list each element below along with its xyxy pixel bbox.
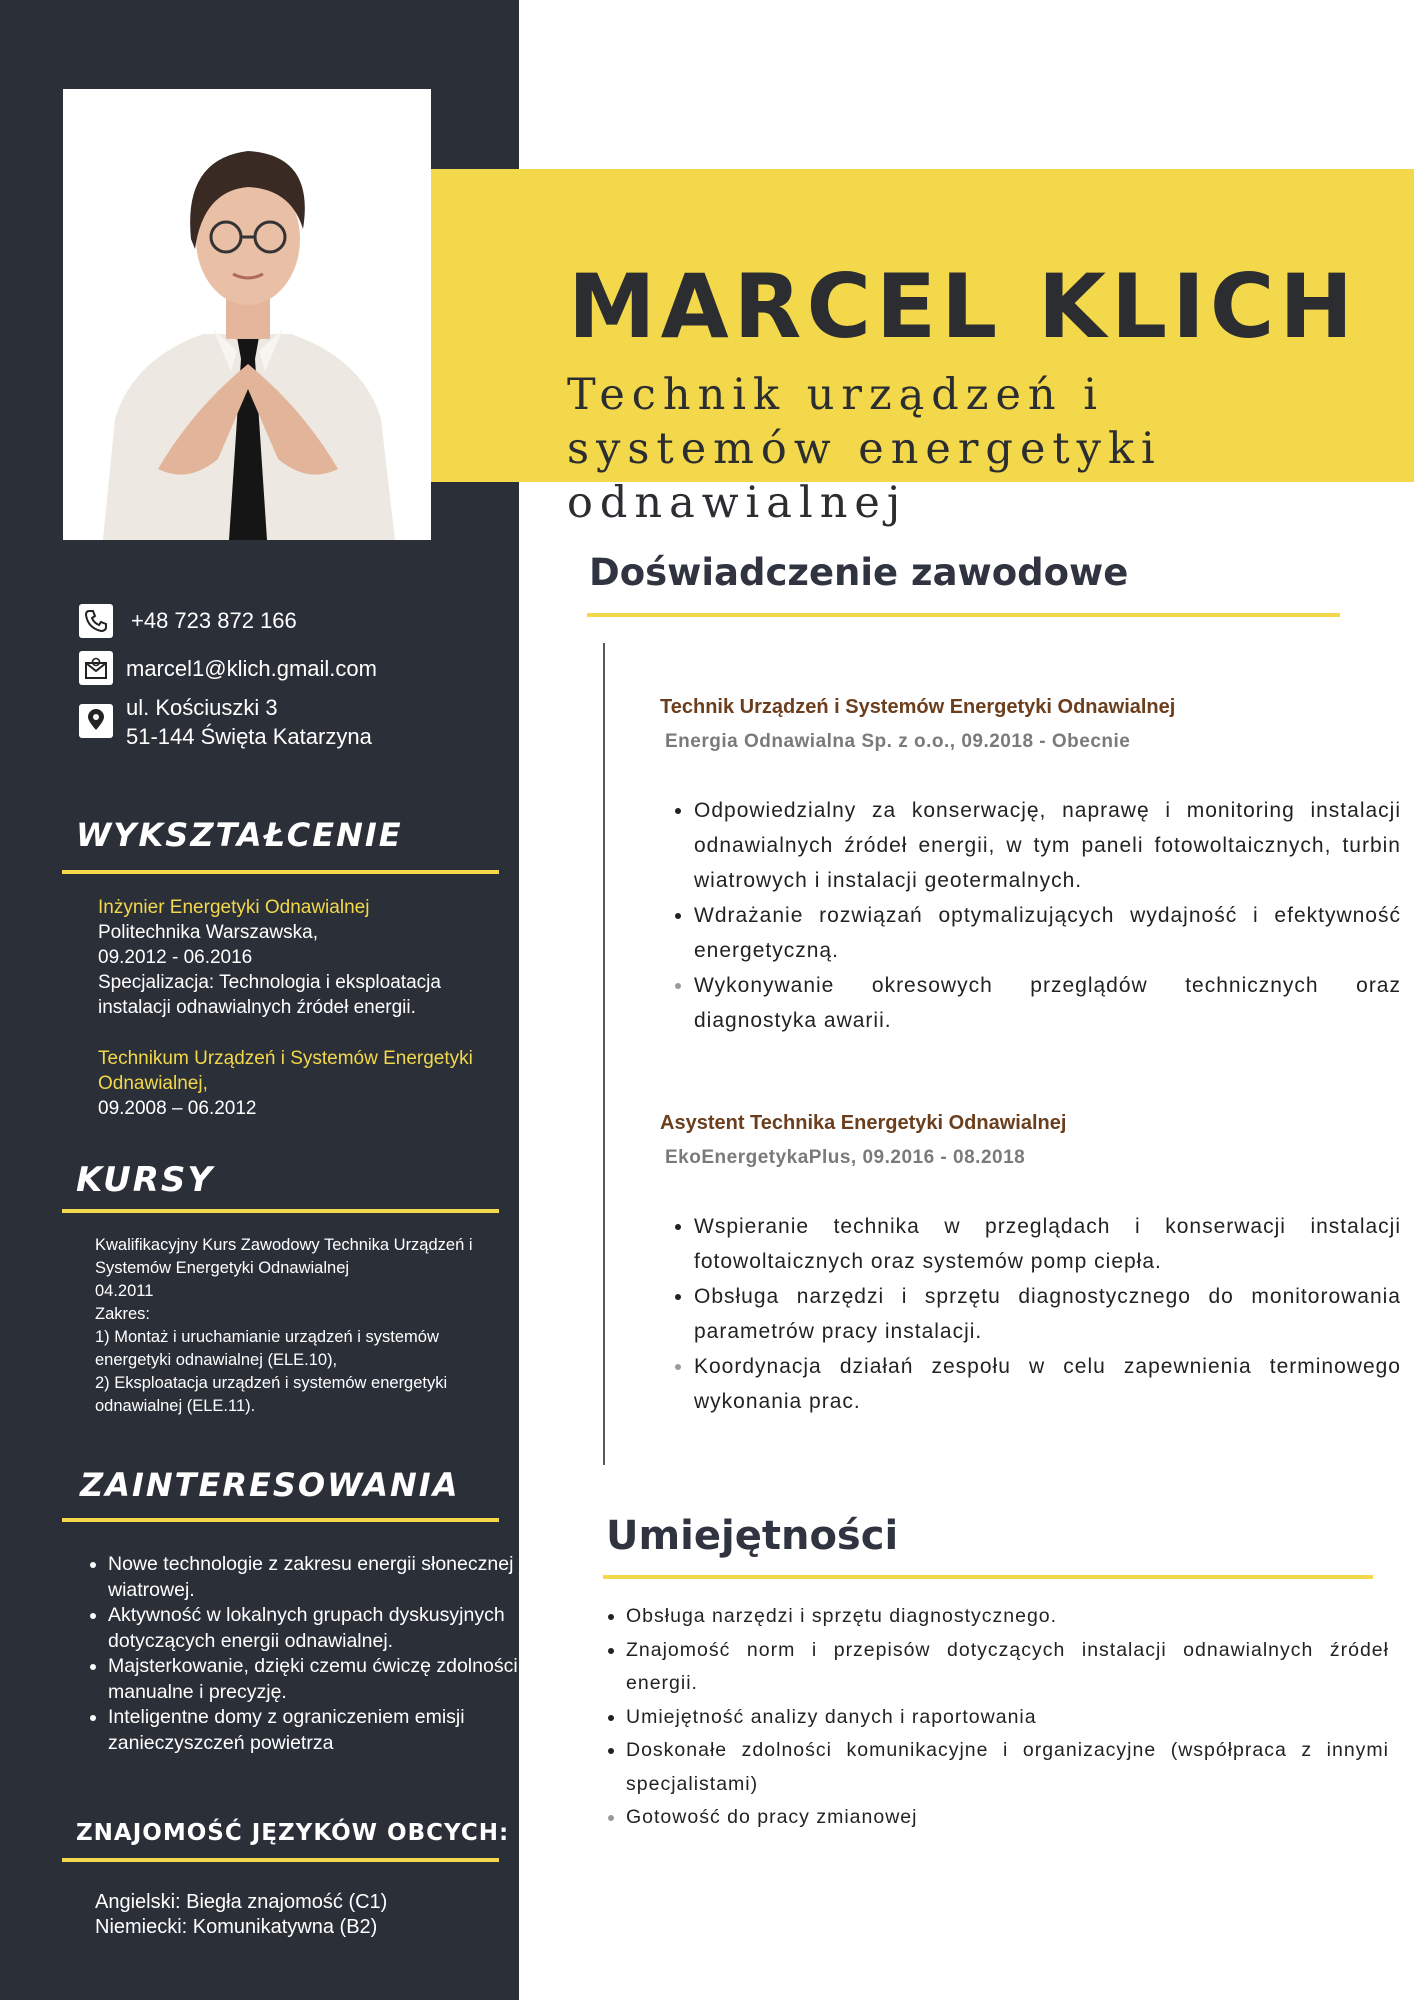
job-duties bbox=[666, 1209, 1401, 1419]
list-item: • Gotowość do pracy zmianowej bbox=[626, 1801, 1389, 1835]
phone-icon bbox=[79, 604, 113, 638]
candidate-name: MARCEL KLICH bbox=[568, 255, 1359, 358]
education-dates: 09.2012 - 06.2016 bbox=[98, 947, 253, 968]
course-details bbox=[95, 1234, 495, 1418]
mail-icon bbox=[79, 651, 113, 685]
job-title: Technik Urządzeń i Systemów Energetyki Odnawialnej bbox=[660, 696, 1176, 718]
address-line1: ul. Kościuszki 3 bbox=[126, 695, 278, 720]
course-name: Kwalifikacyjny Kurs Zawodowy Technika Urządzeń i Systemów Energetyki Odnawialnej bbox=[95, 1236, 473, 1277]
list-item: • Wdrażanie rozwiązań optymalizujących wydajność i efektywność energetyczną. bbox=[694, 898, 1401, 968]
job-company: Energia Odnawialna Sp. z o.o., 09.2018 - Obecnie bbox=[665, 731, 1131, 752]
course-scope-item: 2) Eksploatacja urządzeń i systemów energetyki odnawialnej (ELE.11). bbox=[95, 1374, 448, 1415]
list-item: • Majsterkowanie, dzięki czemu ćwiczę zdolności manualne i precyzję. bbox=[108, 1654, 538, 1705]
candidate-role: Technik urządzeń i systemów energetyki odnawialnej bbox=[567, 370, 1162, 528]
education-entry bbox=[98, 895, 518, 1020]
specialization: Specjalizacja: Technologia i eksploatacja instalacji odnawialnych źródeł energii. bbox=[98, 972, 441, 1018]
languages-heading: ZNAJOMOŚĆ JĘZYKÓW OBCYCH: bbox=[76, 1820, 510, 1846]
education-entry bbox=[98, 1046, 518, 1121]
course-scope-item: 1) Montaż i uruchamianie urządzeń i systemów energetyki odnawialnej (ELE.10), bbox=[95, 1328, 439, 1369]
course-scope-label: Zakres: bbox=[95, 1305, 151, 1323]
courses-divider bbox=[62, 1209, 499, 1213]
education-dates: 09.2008 – 06.2012 bbox=[98, 1098, 257, 1119]
course-date: 04.2011 bbox=[95, 1282, 154, 1300]
list-item: • Nowe technologie z zakresu energii słonecznej i wiatrowej. bbox=[108, 1552, 538, 1603]
list-item: • Doskonałe zdolności komunikacyjne i organizacyjne (współpraca z innymi specjalistami) bbox=[626, 1734, 1389, 1801]
timeline-line bbox=[603, 643, 605, 1465]
languages-divider bbox=[62, 1858, 499, 1862]
education-heading: WYKSZTAŁCENIE bbox=[76, 816, 403, 854]
experience-divider bbox=[587, 613, 1340, 617]
interests-list bbox=[82, 1552, 538, 1756]
interests-heading: ZAINTERESOWANIA bbox=[80, 1466, 460, 1504]
courses-heading: KURSY bbox=[76, 1160, 215, 1200]
list-item: • Koordynacja działań zespołu w celu zapewnienia terminowego wykonania prac. bbox=[694, 1349, 1401, 1419]
interests-divider bbox=[62, 1518, 499, 1522]
languages-list bbox=[95, 1890, 387, 1940]
skills-list bbox=[600, 1600, 1389, 1835]
education-divider bbox=[62, 870, 499, 874]
job-company: EkoEnergetykaPlus, 09.2016 - 08.2018 bbox=[665, 1147, 1026, 1168]
job-title: Asystent Technika Energetyki Odnawialnej bbox=[660, 1112, 1067, 1134]
experience-heading: Doświadczenie zawodowe bbox=[589, 551, 1129, 594]
list-item: • Wykonywanie okresowych przeglądów technicznych oraz diagnostyka awarii. bbox=[694, 968, 1401, 1038]
email-address: marcel1@klich.gmail.com bbox=[126, 656, 377, 681]
skills-heading: Umiejętności bbox=[606, 1513, 899, 1559]
school-name: Politechnika Warszawska, bbox=[98, 922, 318, 943]
location-pin-icon bbox=[79, 704, 113, 738]
list-item: • Obsługa narzędzi i sprzętu diagnostycznego do monitorowania parametrów pracy instalacji. bbox=[694, 1279, 1401, 1349]
phone-number: +48 723 872 166 bbox=[131, 608, 297, 633]
job-duties bbox=[666, 793, 1401, 1038]
list-item: • Inteligentne domy z ograniczeniem emisji zanieczyszczeń powietrza bbox=[108, 1705, 538, 1756]
language-item: Niemiecki: Komunikatywna (B2) bbox=[95, 1916, 378, 1938]
list-item: • Znajomość norm i przepisów dotyczących instalacji odnawialnych źródeł energii. bbox=[626, 1634, 1389, 1701]
list-item: • Odpowiedzialny za konserwację, naprawę i monitoring instalacji odnawialnych źródeł energii, w tym paneli fotowoltaicznych, turbin wiatrowych i instalacji geotermalnych. bbox=[694, 793, 1401, 898]
list-item: • Obsługa narzędzi i sprzętu diagnostycznego. bbox=[626, 1600, 1389, 1634]
degree-title: Inżynier Energetyki Odnawialnej bbox=[98, 897, 370, 918]
list-item: • Wspieranie technika w przeglądach i konserwacji instalacji fotowoltaicznych oraz systemów pomp ciepła. bbox=[694, 1209, 1401, 1279]
degree-title: Technikum Urządzeń i Systemów Energetyki Odnawialnej, bbox=[98, 1048, 473, 1094]
profile-photo bbox=[63, 89, 431, 540]
list-item: • Aktywność w lokalnych grupach dyskusyjnych dotyczących energii odnawialnej. bbox=[108, 1603, 538, 1654]
list-item: • Umiejętność analizy danych i raportowania bbox=[626, 1701, 1389, 1735]
skills-divider bbox=[603, 1575, 1373, 1579]
address-line2: 51-144 Święta Katarzyna bbox=[126, 724, 372, 749]
language-item: Angielski: Biegła znajomość (C1) bbox=[95, 1891, 388, 1913]
